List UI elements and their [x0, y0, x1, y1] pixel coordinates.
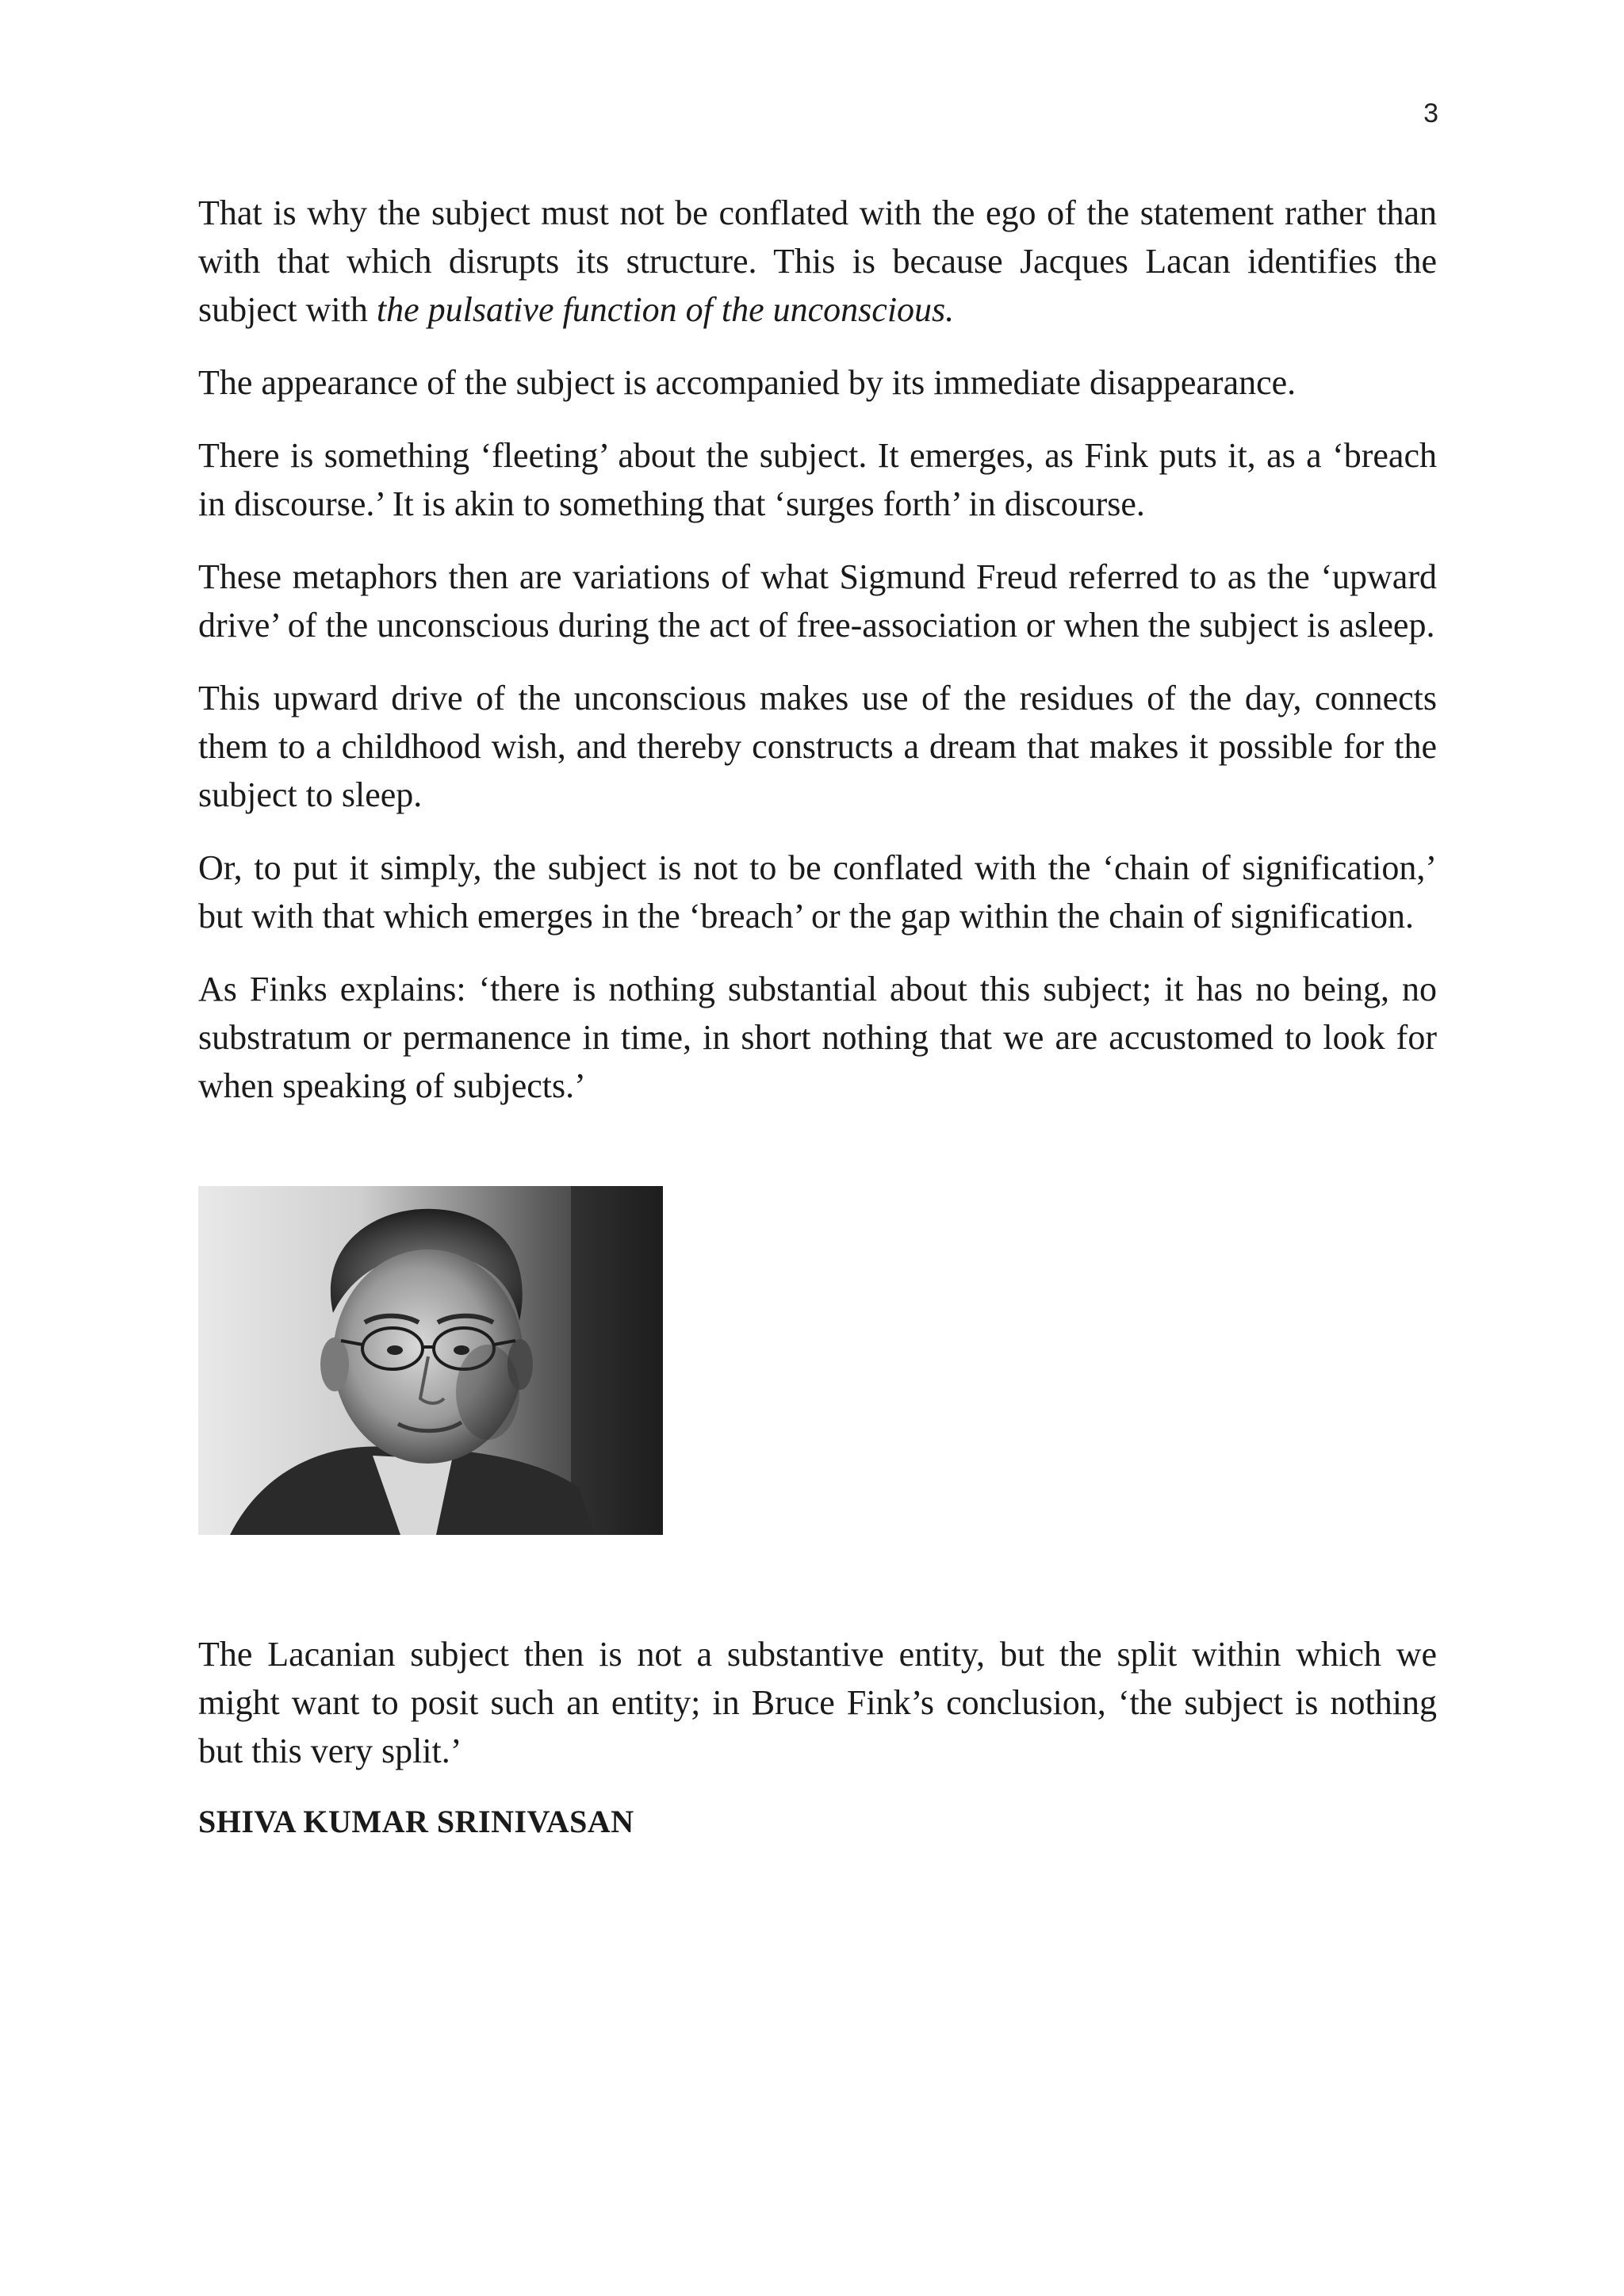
paragraph-4: These metaphors then are variations of what Sigmund Freud referred to as the ‘upward drive’ of the unconscious during the act of free-association or when the subject is asleep.	[198, 557, 1437, 645]
paragraph-3: There is something ‘fleeting’ about the subject. It emerges, as Fink puts it, as a ‘breach in discourse.’ It is akin to something that ‘surges forth’ in discourse.	[198, 436, 1437, 523]
paragraph-1-italic: the pulsative function of the unconscious.	[376, 290, 955, 329]
paragraph-8: The Lacanian subject then is not a substantive entity, but the split within which we might want to posit such an entity; in Bruce Fink’s conclusion, ‘the subject is nothing but this very split.’	[198, 1635, 1437, 1770]
paragraph-5: This upward drive of the unconscious makes use of the residues of the day, connects them to a childhood wish, and thereby constructs a dream that makes it possible for the subject to sleep.	[198, 679, 1437, 814]
paragraph-6: Or, to put it simply, the subject is not to be conflated with the ‘chain of signification,’ but with that which emerges in the ‘breach’ or the gap within the chain of signification.	[198, 848, 1437, 936]
paragraph-2: The appearance of the subject is accompanied by its immediate disappearance.	[198, 363, 1297, 402]
paragraph-1-text: That is why the subject must not be conflated with the ego of the statement rather than with that which disrupts its structure. This is because Jacques Lacan identifies the subject with	[198, 193, 1437, 329]
portrait-photo	[198, 1186, 663, 1535]
author-name: SHIVA KUMAR SRINIVASAN	[198, 1804, 634, 1839]
paragraph-1	[198, 189, 1437, 334]
document-body	[198, 189, 1437, 1844]
paragraph-7: As Finks explains: ‘there is nothing substantial about this subject; it has no being, no substratum or permanence in time, in short nothing that we are accustomed to look for when speaking of subjects.’	[198, 970, 1437, 1105]
portrait-photo-icon	[198, 1186, 663, 1535]
page-number: 3	[1423, 98, 1438, 128]
